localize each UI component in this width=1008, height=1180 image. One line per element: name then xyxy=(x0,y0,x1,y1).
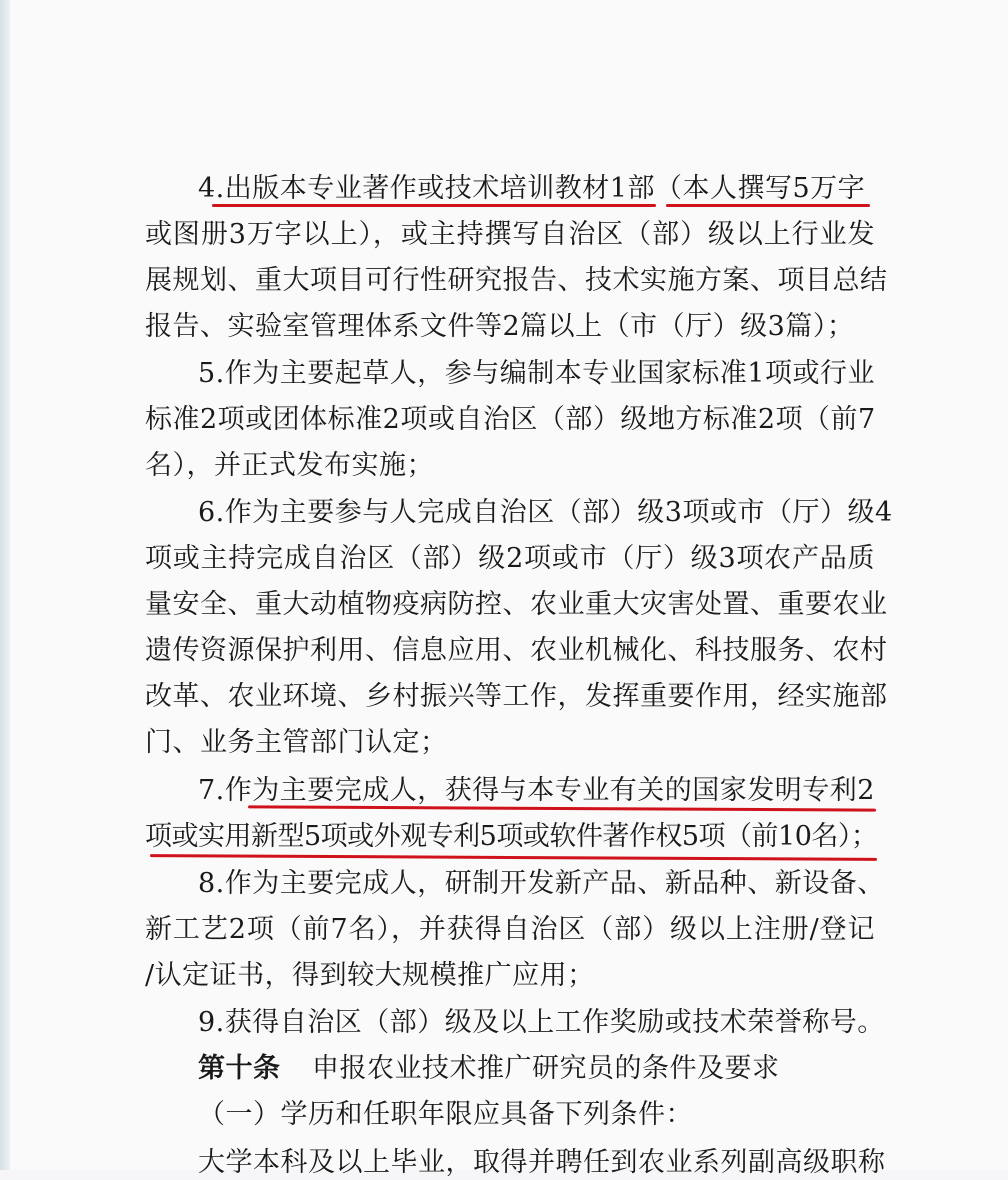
article-heading: 申报农业技术推广研究员的条件及要求 xyxy=(312,1053,780,1084)
paragraph-8-line-1: 8.作为主要完成人，研制开发新产品、新品种、新设备、 xyxy=(198,868,885,899)
page-left-edge xyxy=(0,0,10,1170)
paragraph-9-line-1: 9.获得自治区（部）级及以上工作奖励或技术荣誉称号。 xyxy=(198,1007,885,1038)
paragraph-6-line-6: 门、业务主管部门认定； xyxy=(145,727,448,758)
red-underline-4 xyxy=(150,854,877,861)
paragraph-6-line-4: 遗传资源保护利用、信息应用、农业机械化、科技服务、农村 xyxy=(145,635,888,666)
paragraph-6-line-5: 改革、农业环境、乡村振兴等工作，发挥重要作用，经实施部 xyxy=(145,681,888,712)
paragraph-8-line-3: /认定证书，得到较大规模推广应用； xyxy=(145,960,595,991)
paragraph-5-line-2: 标准2项或团体标准2项或自治区（部）级地方标准2项（前7 xyxy=(145,404,876,435)
paragraph-7-line-2: 项或实用新型5项或外观专利5项或软件著作权5项（前10名）； xyxy=(145,821,878,852)
paragraph-6-line-2: 项或主持完成自治区（部）级2项或市（厅）级3项农产品质 xyxy=(145,543,875,574)
paragraph-5-line-1: 5.作为主要起草人，参与编制本专业国家标准1项或行业 xyxy=(198,358,875,389)
red-underline-1 xyxy=(212,204,656,207)
red-underline-2 xyxy=(666,204,870,207)
paragraph-5-line-3: 名），并正式发布实施； xyxy=(145,450,434,481)
paragraph-6-line-1: 6.作为主要参与人完成自治区（部）级3项或市（厅）级4 xyxy=(198,497,893,528)
article-label: 第十条 xyxy=(198,1053,281,1084)
paragraph-7-line-1: 7.作为主要完成人，获得与本专业有关的国家发明专利2 xyxy=(198,775,875,806)
paragraph-cutoff-line: 大学本科及以上毕业，取得并聘任到农业系列副高级职称 xyxy=(198,1147,886,1178)
paragraph-4-line-1: 4.出版本专业著作或技术培训教材1部（本人撰写5万字 xyxy=(198,173,866,204)
paragraph-4-line-3: 展规划、重大项目可行性研究报告、技术实施方案、项目总结 xyxy=(145,265,888,296)
paragraph-4-line-4: 报告、实验室管理体系文件等2篇以上（市（厅）级3篇）； xyxy=(145,311,855,342)
subheading-1: （一）学历和任职年限应具备下列条件： xyxy=(198,1099,693,1130)
paragraph-6-line-3: 量安全、重大动植物疫病防控、农业重大灾害处置、重要农业 xyxy=(145,589,888,620)
paragraph-4-line-2: 或图册3万字以上），或主持撰写自治区（部）级以上行业发 xyxy=(145,219,875,250)
paragraph-8-line-2: 新工艺2项（前7名），并获得自治区（部）级以上注册/登记 xyxy=(145,914,875,945)
